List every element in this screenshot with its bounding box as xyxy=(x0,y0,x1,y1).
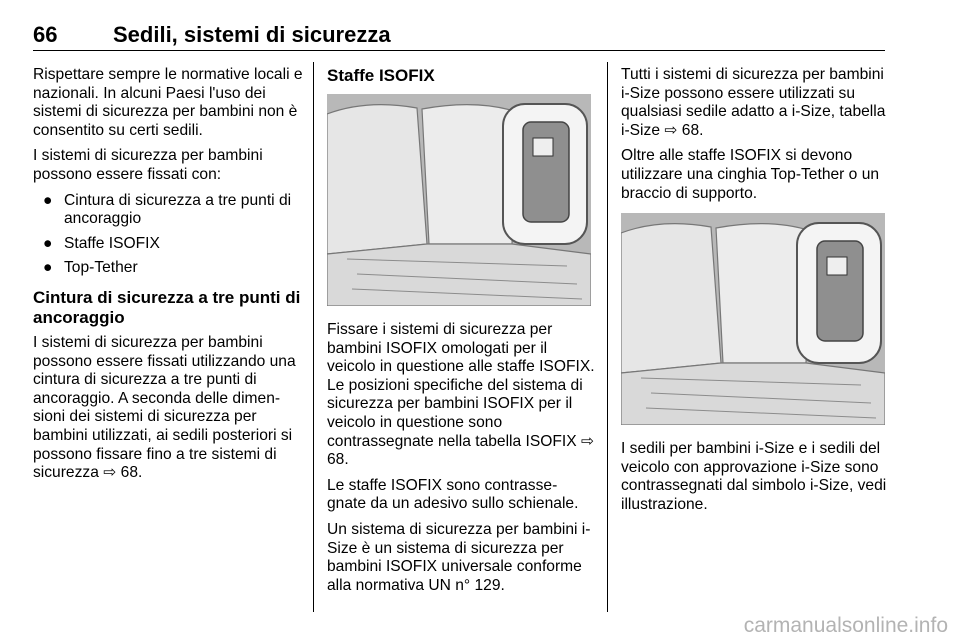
bullet-icon: ● xyxy=(43,191,53,209)
column-3 xyxy=(621,66,889,522)
column-divider-1 xyxy=(313,62,314,612)
paragraph-fixing-intro: I sistemi di sicurezza per bambini possono essere fissati con: xyxy=(33,147,263,183)
page-reference: 68. xyxy=(681,121,704,139)
fixing-methods-list xyxy=(33,192,303,278)
page-reference: 68. xyxy=(327,451,349,469)
bullet-icon: ● xyxy=(43,259,53,277)
isofix-seat-illustration xyxy=(327,94,591,306)
isize-seat-illustration xyxy=(621,213,885,425)
paragraph-top-tether: Oltre alle staffe ISOFIX si devono utilizzare una cinghia Top-Tether o un braccio di supporto. xyxy=(621,147,880,202)
column-2 xyxy=(327,66,595,602)
paragraph-isofix-sticker: Le staffe ISOFIX sono contrasse- gnate da un adesivo sullo schienale. xyxy=(327,476,579,513)
watermark: carmanualsonline.info xyxy=(743,614,948,637)
page-header xyxy=(33,22,885,50)
paragraph-isize-usage: Tutti i sistemi di sicurezza per bambini i-Size possono essere utilizzati su qualsiasi sedile adatto a i-Size, tabella i-Size ⇨ 68. xyxy=(621,66,886,139)
column-divider-2 xyxy=(607,62,608,612)
page-reference: 68. xyxy=(120,464,143,482)
reference-arrow-icon: ⇨ xyxy=(664,121,678,139)
page-number: 66 xyxy=(33,22,58,47)
paragraph-isize-definition: Un sistema di sicurezza per bambini i-Size è un sistema di sicurezza per bambini ISOFIX universale conforme alla normativa UN n° 129. xyxy=(327,520,591,594)
reference-arrow-icon: ⇨ xyxy=(581,432,595,450)
list-item: ● Staffe ISOFIX xyxy=(43,234,160,252)
reference-arrow-icon: ⇨ xyxy=(103,464,117,482)
paragraph-isize-symbol: I sedili per bambini i-Size e i sedili del veicolo con approvazione i-Size sono contrassegnati dal simbolo i-Size, vedi illustrazione. xyxy=(621,440,887,513)
paragraph-three-point-belt: I sistemi di sicurezza per bambini possono essere fissati utilizzando una cintura di sicurezza a tre punti di ancoraggio. A seconda delle dimen- sioni dei sistemi di sicurezza per bambini utilizzati, ai sedili posteriori si possono fissare fino a tre sistemi di sicurezza ⇨ 68. xyxy=(33,333,296,482)
paragraph-normative: Rispettare sempre le normative locali e nazionali. In alcuni Paesi l'uso dei sistemi di sicurezza per bambini non è consentito su certi sedili. xyxy=(33,66,303,139)
header-rule xyxy=(33,50,885,51)
paragraph-isofix-fixing: Fissare i sistemi di sicurezza per bambini ISOFIX omologati per il veicolo in questione alle staffe ISOFIX. Le posizioni specifiche del sistema di sicurezza per bambini ISOFIX per il veicolo in questione sono contrassegnate nella tabella ISOFIX ⇨ 68. xyxy=(327,321,595,469)
heading-three-point-belt: Cintura di sicurezza a tre punti di ancoraggio xyxy=(33,287,301,327)
section-title: Sedili, sistemi di sicurezza xyxy=(113,22,391,47)
column-1 xyxy=(33,66,303,490)
list-item: ● Cintura di sicurezza a tre punti di ancoraggio xyxy=(43,191,292,228)
bullet-icon: ● xyxy=(43,234,53,252)
heading-isofix: Staffe ISOFIX xyxy=(327,66,435,85)
list-item: ● Top-Tether xyxy=(43,259,138,277)
